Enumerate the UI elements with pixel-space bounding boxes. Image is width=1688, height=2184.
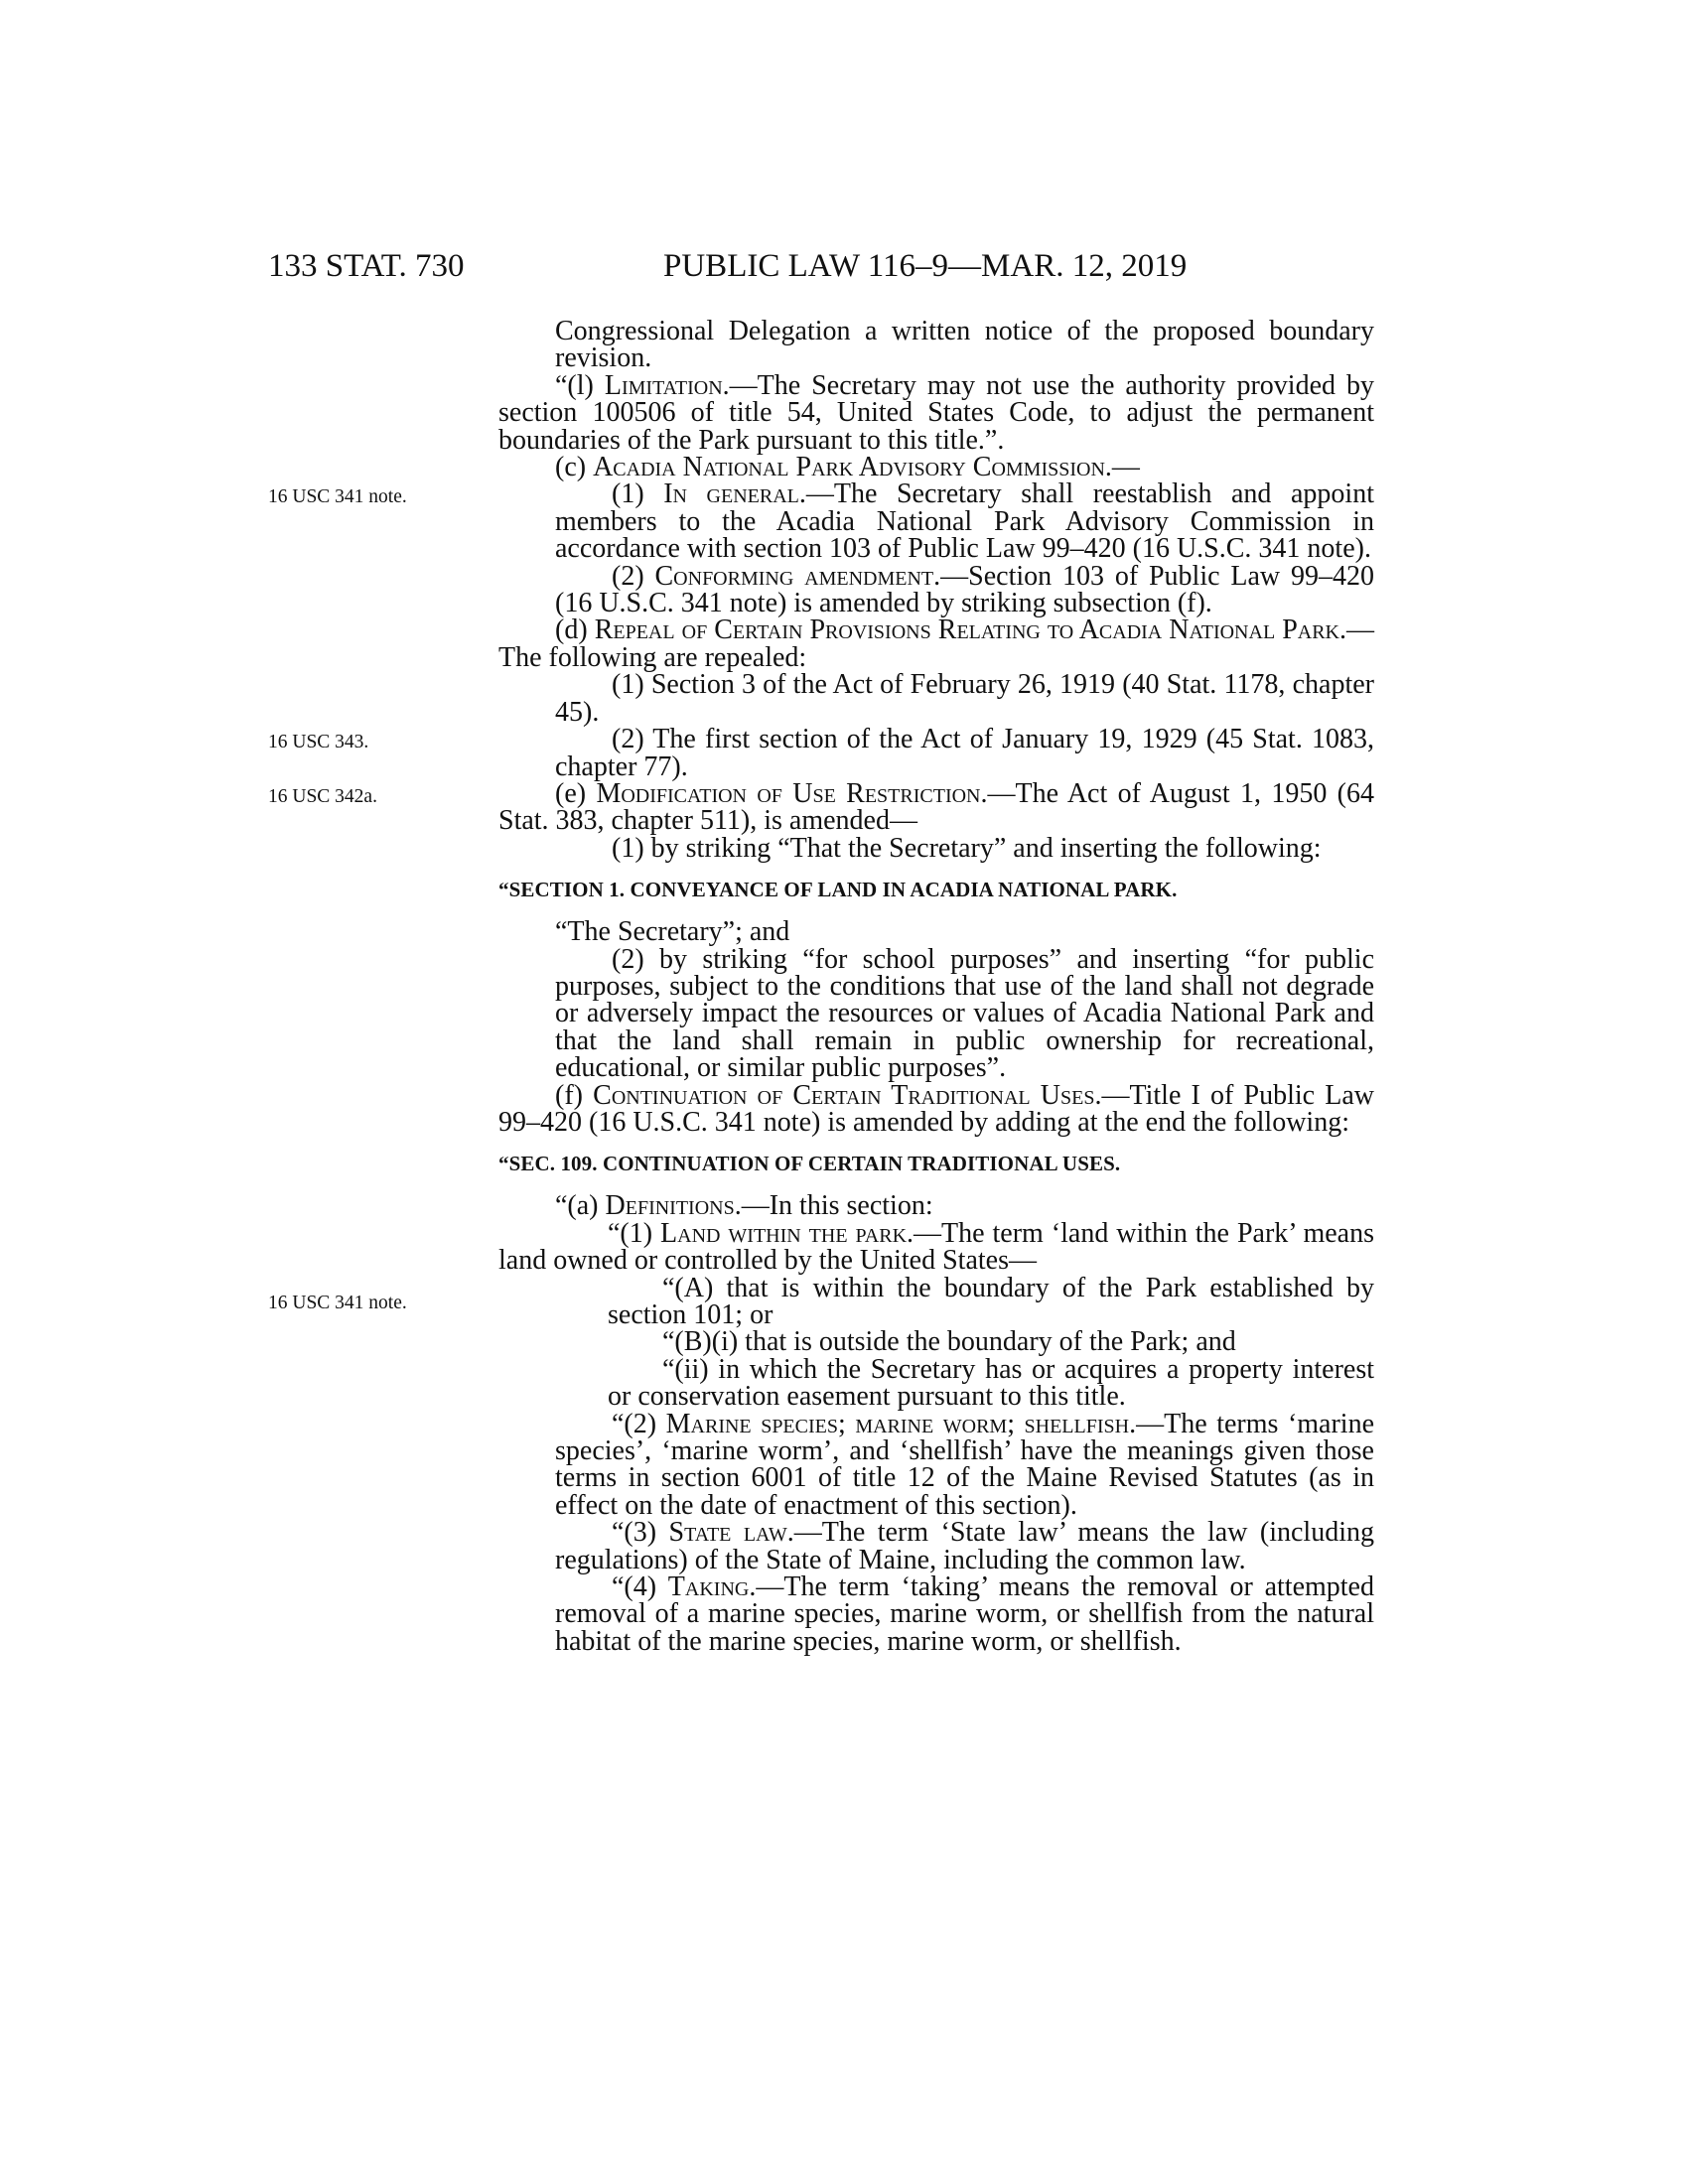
- paragraph: “(A) that is within the boundary of the Park established by section 101; or: [608, 1272, 1374, 1330]
- paragraph: “(2) Marine species; marine worm; shellfish.—The terms ‘marine species’, ‘marine worm’, and ‘shellfish’ have the meanings given those terms in section 6001 of title 12 of the Maine Revised Statutes (as in effect on the date of enactment of this section).: [555, 1408, 1375, 1521]
- margin-note-citation: 16 USC 343.: [268, 732, 369, 752]
- margin-note-citation: 16 USC 341 note.: [268, 1293, 407, 1313]
- paragraph: (2) The first section of the Act of January 19, 1929 (45 Stat. 1083, chapter 77).: [555, 724, 1374, 782]
- margin-note-citation: 16 USC 342a.: [268, 786, 377, 807]
- paragraph: (2) Conforming amendment.—Section 103 of Public Law 99–420 (16 U.S.C. 341 note) is amended by striking subsection (f).: [555, 560, 1374, 619]
- subsection-heading: (c) Acadia National Park Advisory Commission.—: [555, 452, 1140, 483]
- paragraph: (1) Section 3 of the Act of February 26, 1919 (40 Stat. 1178, chapter 45).: [555, 669, 1374, 728]
- paragraph: “(1) Land within the park.—The term ‘land within the Park’ means land owned or controlled by the United States—: [498, 1217, 1374, 1277]
- margin-note-citation: 16 USC 341 note.: [268, 486, 407, 507]
- page-number: 133 STAT. 730: [268, 248, 465, 284]
- section-heading: “SECTION 1. CONVEYANCE OF LAND IN ACADIA NATIONAL PARK.: [498, 878, 1178, 902]
- subsection-heading: “(a) Definitions.—In this section:: [555, 1190, 933, 1222]
- paragraph: “(l) Limitation.—The Secretary may not use the authority provided by section 100506 of title 54, United States Code, to adjust the permanent boundaries of the Park pursuant to this title.”.: [498, 369, 1374, 456]
- paragraph: “(ii) in which the Secretary has or acquires a property interest or conservation easement pursuant to this title.: [608, 1353, 1374, 1413]
- subsection-heading: (f) Continuation of Certain Traditional Uses.—Title I of Public Law 99–420 (16 U.S.C. 341 note) is amended by adding at the end the following:: [498, 1079, 1374, 1138]
- subsection-heading: (e) Modification of Use Restriction.—The Act of August 1, 1950 (64 Stat. 383, chapter 511), is amended—: [498, 777, 1374, 837]
- section-heading: “SEC. 109. CONTINUATION OF CERTAIN TRADITIONAL USES.: [498, 1152, 1121, 1176]
- paragraph: (2) by striking “for school purposes” and inserting “for public purposes, subject to the conditions that use of the land shall not degrade or adversely impact the resources or values of Acadia National Park and that the land shall remain in public ownership for recreational, educational, or similar public purposes”.: [555, 943, 1374, 1084]
- paragraph: “(3) State law.—The term ‘State law’ means the law (including regulations) of the State of Maine, including the common law.: [555, 1517, 1374, 1575]
- paragraph: “(4) Taking.—The term ‘taking’ means the removal or attempted removal of a marine species, marine worm, or shellfish from the natural habitat of the marine species, marine worm, or shellfish.: [555, 1571, 1374, 1657]
- paragraph: “(B)(i) that is outside the boundary of the Park; and: [662, 1326, 1236, 1358]
- running-title: PUBLIC LAW 116–9—MAR. 12, 2019: [663, 248, 1188, 284]
- paragraph: “The Secretary”; and: [555, 916, 790, 948]
- paragraph: (1) In general.—The Secretary shall reestablish and appoint members to the Acadia National Park Advisory Commission in accordance with section 103 of Public Law 99–420 (16 U.S.C. 341 note).: [555, 478, 1374, 565]
- document-body: [498, 318, 1374, 1655]
- page-header: [0, 246, 1688, 286]
- subsection-heading: (d) Repeal of Certain Provisions Relating to Acadia National Park.—The following are repealed:: [498, 614, 1375, 673]
- paragraph: (1) by striking “That the Secretary” and inserting the following:: [612, 832, 1322, 864]
- paragraph: Congressional Delegation a written notice of the proposed boundary revision.: [555, 316, 1374, 374]
